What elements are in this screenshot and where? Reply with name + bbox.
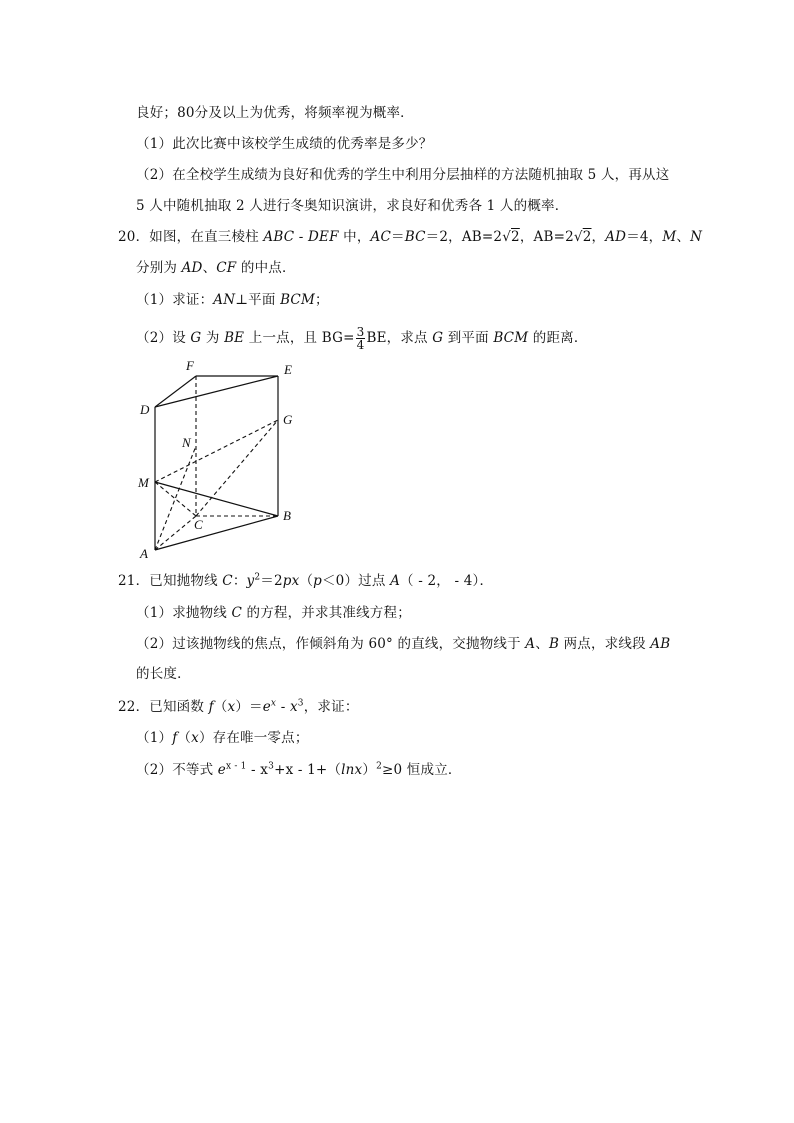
q20-n: N xyxy=(690,229,703,245)
q22-p1-text: （ xyxy=(177,730,192,746)
sqrt-symbol: √ xyxy=(502,229,512,245)
q20-p1-text: ； xyxy=(315,292,329,308)
q21-part1 xyxy=(136,604,411,622)
q21-p1-text: （1）求抛物线 xyxy=(136,605,232,621)
q22-e: e xyxy=(217,762,226,778)
q21-sep: 、 xyxy=(535,636,549,652)
q21-part2 xyxy=(136,635,670,653)
q22-x: x xyxy=(289,699,298,715)
q20-sqrt1: 2 xyxy=(511,229,520,245)
q21-a: A xyxy=(525,636,536,652)
q21-exp: 2 xyxy=(254,572,261,583)
label-N: N xyxy=(182,435,191,450)
q22-exp: 3 xyxy=(297,698,304,709)
q21-px: px xyxy=(282,573,300,589)
q22-part2 xyxy=(136,761,462,779)
q20-sep: 、 xyxy=(676,229,691,245)
edge-CG-hidden xyxy=(196,420,278,516)
label-D: D xyxy=(140,402,150,417)
q21-a: A xyxy=(390,573,401,589)
q20-def: DEF xyxy=(307,229,339,245)
q22-exp: x xyxy=(270,698,277,709)
q21-c: C xyxy=(222,573,233,589)
q22-text: ）＝ xyxy=(235,699,263,715)
q21-text: ＜0）过点 xyxy=(321,573,391,589)
q20-ac: AC xyxy=(370,229,392,245)
q21-text: 已知抛物线 xyxy=(149,573,223,589)
q20-text: 分别为 xyxy=(136,260,182,276)
q19-part2-line2: 5 人中随机抽取 2 人进行冬奥知识演讲，求良好和优秀各 1 人的概率． xyxy=(136,198,569,214)
q22-f: f xyxy=(208,699,214,715)
q20-p2-text: 上一点，且 BG= xyxy=(244,330,355,346)
label-C: C xyxy=(194,517,203,532)
q20-text: 中， xyxy=(338,229,371,245)
label-G: G xyxy=(283,412,293,427)
label-F: F xyxy=(186,358,194,373)
q20-g: G xyxy=(190,330,202,346)
q20-bc: BC xyxy=(404,229,426,245)
q22-number: 22． xyxy=(118,699,150,715)
q20-abc: ABC xyxy=(263,229,295,245)
prism-figure xyxy=(130,352,310,564)
q22-exp: x - 1 xyxy=(225,761,247,772)
q21-p1-text: 的方程，并求其准线方程； xyxy=(242,605,411,621)
q21-text: （ xyxy=(299,573,314,589)
q21-c: C xyxy=(231,605,243,621)
q22-p2-text: ） xyxy=(362,762,377,778)
q19-part2-line1: （2）在全校学生成绩为良好和优秀的学生中利用分层抽样的方法随机抽取 5 人，再从这 xyxy=(136,167,670,183)
q21-part2-line2: 的长度． xyxy=(136,666,191,682)
q22-text: - xyxy=(276,699,290,715)
q20-be: BE xyxy=(224,330,245,346)
q20-part2 xyxy=(136,326,588,351)
q20-bcm: BCM xyxy=(280,292,315,308)
fraction-denominator: 4 xyxy=(356,338,365,352)
q22-text: （ xyxy=(213,699,228,715)
q22-e: e xyxy=(262,699,271,715)
q22-part1 xyxy=(136,729,309,747)
q20-ad: AD xyxy=(181,260,203,276)
q20-comma: ， xyxy=(591,229,606,245)
q22-x: x xyxy=(191,730,199,746)
fraction-three-quarters xyxy=(356,326,366,351)
q20-text: 如图，在直三棱柱 xyxy=(149,229,264,245)
edge-AB xyxy=(155,516,278,550)
q21-p: p xyxy=(313,573,322,589)
q22-stem xyxy=(118,698,359,716)
fraction-numerator: 3 xyxy=(356,325,365,339)
edge-MG-hidden xyxy=(155,420,278,482)
q20-m: M xyxy=(662,229,677,245)
q21-p2-text: （2）过该抛物线的焦点，作倾斜角为 60° 的直线，交抛物线于 xyxy=(136,636,526,652)
q20-g: G xyxy=(432,330,444,346)
q20-p1-text: ⊥平面 xyxy=(235,292,281,308)
q19-part1: （1）此次比赛中该校学生成绩的优秀率是多少？ xyxy=(136,136,433,152)
q20-ab1: ＝2，AB=2 xyxy=(425,229,503,245)
q20-p2-text: 为 xyxy=(201,330,225,346)
q22-text: ，求证： xyxy=(303,699,359,715)
q22-exp: 2 xyxy=(376,761,383,772)
edge-AN-hidden xyxy=(155,446,196,550)
q20-eq: ＝ xyxy=(391,229,405,245)
q20-p2-text: BE，求点 xyxy=(366,330,433,346)
q20-sep: 、 xyxy=(202,260,217,276)
q22-p2-text: +x - 1+（ xyxy=(274,762,342,778)
q22-p1-text: ）存在唯一零点； xyxy=(198,730,309,746)
q20-p2-text: 的距离． xyxy=(528,330,588,346)
q20-stem xyxy=(118,228,702,246)
label-B: B xyxy=(283,508,291,523)
q22-f: f xyxy=(172,730,178,746)
q21-y: y xyxy=(246,573,255,589)
q20-ad-val: ＝4， xyxy=(626,229,663,245)
q20-cf: CF xyxy=(216,260,237,276)
q20-stem-line2 xyxy=(136,259,296,277)
label-E: E xyxy=(284,362,292,377)
q22-x: x xyxy=(227,699,236,715)
q22-p2-text: （2）不等式 xyxy=(136,762,218,778)
q20-ad: AD xyxy=(605,229,627,245)
q21-b: B xyxy=(548,636,560,652)
q20-p1-text: （1）求证： xyxy=(136,292,214,308)
q20-part1 xyxy=(136,291,329,309)
q21-text: ＝2 xyxy=(260,573,283,589)
q20-an: AN xyxy=(213,292,236,308)
edge-DE xyxy=(155,376,278,407)
q20-text: 的中点． xyxy=(236,260,296,276)
q21-number: 21． xyxy=(118,573,150,589)
q20-number: 20． xyxy=(118,229,150,245)
q21-text: ： xyxy=(232,573,247,589)
q21-ab: AB xyxy=(650,636,671,652)
label-M: M xyxy=(138,475,149,490)
q20-sqrt2: 2 xyxy=(582,229,592,245)
q20-p2-text: （2）设 xyxy=(136,330,191,346)
q22-p2-text: - x xyxy=(246,762,269,778)
q21-stem xyxy=(118,572,493,590)
q21-p2-text: 两点，求线段 xyxy=(559,636,651,652)
q22-p1-text: （1） xyxy=(136,730,173,746)
q21-text: （ - 2， - 4）． xyxy=(400,573,494,589)
q20-p2-text: 到平面 xyxy=(443,330,494,346)
q22-exp: 3 xyxy=(268,761,275,772)
q20-dash: - xyxy=(294,229,308,245)
q22-text: 已知函数 xyxy=(149,699,209,715)
edge-MB xyxy=(155,482,278,516)
q20-bcm: BCM xyxy=(493,330,529,346)
q20-ab2: ，AB=2 xyxy=(519,229,574,245)
label-A: A xyxy=(140,546,148,561)
q22-p2-text: ≥0 恒成立． xyxy=(382,762,462,778)
sqrt-symbol: √ xyxy=(573,229,583,245)
q19-continuation: 良好；80分及以上为优秀，将频率视为概率． xyxy=(136,105,414,121)
q22-lnx: lnx xyxy=(341,762,363,778)
